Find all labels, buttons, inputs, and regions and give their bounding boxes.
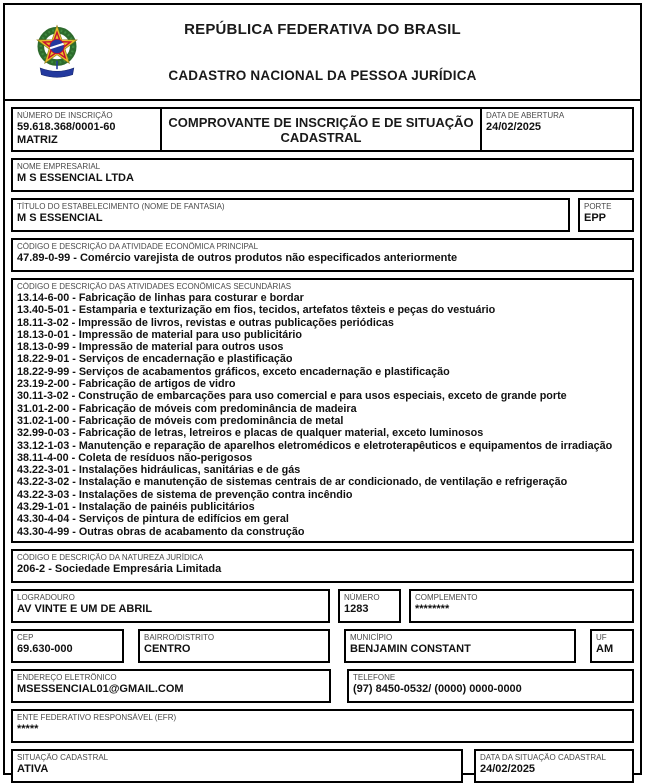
cnpj-certificate-page [3,3,642,775]
secondary-activities-list [17,292,628,538]
secondary-activity-line: 18.13-0-01 - Impressão de material para uso publicitário [17,328,303,341]
contact-row [11,669,634,703]
company-name-label: NOME EMPRESARIAL [17,162,101,171]
phone-box [347,669,634,703]
main-activity-label: CÓDIGO E DESCRIÇÃO DA ATIVIDADE ECONÔMICA PRINCIPAL [17,242,259,251]
company-name-row [11,158,634,192]
inscription-number-value: 59.618.368/0001-60 [17,121,116,133]
street-box [11,589,330,623]
brazil-coat-of-arms-icon [27,17,87,83]
main-activity-value: 47.89-0-99 - Comércio varejista de outros produtos não especificados anteriormente [17,252,458,264]
certificate-title-line1: COMPROVANTE DE INSCRIÇÃO E DE SITUAÇÃO [168,114,474,130]
municipality-box [344,629,576,663]
efr-row [11,709,634,743]
opening-date-value: 24/02/2025 [486,121,542,133]
trade-name-row [11,198,634,232]
legal-nature-value: 206-2 - Sociedade Empresária Limitada [17,562,222,575]
secondary-activity-line: 43.30-4-99 - Outras obras de acabamento da construção [17,525,305,538]
registration-status-label: SITUAÇÃO CADASTRAL [17,752,109,762]
secondary-activity-line: 13.40-5-01 - Estamparia e texturização em fios, tecidos, artefatos têxteis e peças do vestuário [17,304,496,317]
secondary-activities-box [11,278,634,543]
secondary-activity-line: 32.99-0-03 - Fabricação de letras, letreiros e placas de qualquer material, exceto luminosos [17,427,484,440]
secondary-activities-label: CÓDIGO E DESCRIÇÃO DAS ATIVIDADES ECONÔMICAS SECUNDÁRIAS [17,282,292,291]
street-number-box [338,589,401,623]
certificate-title-line2: CADASTRAL [280,129,362,145]
registration-status-value: ATIVA [17,762,49,775]
efr-box [11,709,634,743]
secondary-activity-line: 43.22-3-02 - Instalação e manutenção de sistemas centrais de ar condicionado, de ventilação e refrigeração [17,476,568,489]
inscription-number-label: NÚMERO DE INSCRIÇÃO [17,111,113,120]
company-name-value: M S ESSENCIAL LTDA [17,172,134,184]
secondary-activity-line: 43.30-4-04 - Serviços de pintura de edifícios em geral [17,513,289,526]
phone-value: (97) 8450-0532/ (0000) 0000-0000 [353,682,522,695]
secondary-activity-line: 31.02-1-00 - Fabricação de móveis com predominância de metal [17,414,344,427]
certificate-title [168,115,473,145]
street-value: AV VINTE E UM DE ABRIL [17,602,153,615]
street-label: LOGRADOURO [17,592,75,602]
postal-code-value: 69.630-000 [17,642,73,655]
document-header [5,5,640,101]
municipality-value: BENJAMIN CONSTANT [350,642,471,655]
secondary-activity-line: 43.22-3-01 - Instalações hidráulicas, sanitárias e de gás [17,464,301,477]
inscription-row [11,107,634,152]
company-size-label: PORTE [584,202,612,211]
street-number-label: NÚMERO [344,592,380,602]
district-box [138,629,330,663]
company-name-box [11,158,634,192]
legal-nature-row [11,549,634,583]
address-complement-value: ******** [415,602,450,615]
street-row [11,589,634,623]
document-body [5,101,640,783]
main-activity-row [11,238,634,272]
secondary-activity-line: 23.19-2-00 - Fabricação de artigos de vidro [17,378,236,391]
secondary-activity-line: 33.12-1-03 - Manutenção e reparação de aparelhos eletromédicos e eletroterapêuticos e equipamentos de irradiação [17,439,613,452]
registry-title: CADASTRO NACIONAL DA PESSOA JURÍDICA [168,68,477,83]
state-box [590,629,634,663]
legal-nature-box [11,549,634,583]
secondary-activity-line: 43.22-3-03 - Instalações de sistema de prevenção contra incêndio [17,488,353,501]
trade-name-box [11,198,570,232]
legal-nature-label: CÓDIGO E DESCRIÇÃO DA NATUREZA JURÍDICA [17,552,204,562]
district-value: CENTRO [144,642,191,655]
email-box [11,669,331,703]
status-date-label: DATA DA SITUAÇÃO CADASTRAL [480,752,606,762]
secondary-activity-line: 18.13-0-99 - Impressão de material para outros usos [17,341,284,354]
postal-code-label: CEP [17,632,34,642]
phone-label: TELEFONE [353,672,396,682]
status-date-value: 24/02/2025 [480,762,536,775]
efr-label: ENTE FEDERATIVO RESPONSÁVEL (EFR) [17,712,177,722]
company-size-box [578,198,634,232]
address-complement-box [409,589,634,623]
certificate-title-box [160,109,482,150]
secondary-activity-line: 18.11-3-02 - Impressão de livros, revistas e outras publicações periódicas [17,316,394,329]
main-activity-box [11,238,634,272]
opening-date-label: DATA DE ABERTURA [486,111,565,120]
secondary-activity-line: 38.11-4-00 - Coleta de resíduos não-perigosos [17,451,253,464]
inscription-type-value: MATRIZ [17,134,58,146]
secondary-activity-line: 18.22-9-01 - Serviços de encadernação e plastificação [17,353,293,366]
company-size-value: EPP [584,212,607,224]
trade-name-label: TÍTULO DO ESTABELECIMENTO (NOME DE FANTASIA) [17,202,225,211]
trade-name-value: M S ESSENCIAL [17,212,103,224]
secondary-activity-line: 18.22-9-99 - Serviços de acabamentos gráficos, exceto encadernação e plastificação [17,365,450,378]
address-complement-label: COMPLEMENTO [415,592,478,602]
location-row [11,629,634,663]
secondary-activity-line: 30.11-3-02 - Construção de embarcações para uso comercial e para usos especiais, exceto de grande porte [17,390,567,403]
secondary-activity-line: 31.01-2-00 - Fabricação de móveis com predominância de madeira [17,402,357,415]
district-label: BAIRRO/DISTRITO [144,632,215,642]
state-value: AM [596,642,614,655]
secondary-activity-line: 43.29-1-01 - Instalação de painéis publicitários [17,501,255,514]
email-value: MSESSENCIAL01@GMAIL.COM [17,682,184,695]
efr-value: ***** [17,722,39,735]
inscription-number-box [13,109,160,150]
opening-date-box [482,109,632,150]
street-number-value: 1283 [344,602,369,615]
republic-title: REPÚBLICA FEDERATIVA DO BRASIL [184,21,461,38]
email-label: ENDEREÇO ELETRÔNICO [17,672,117,682]
postal-code-box [11,629,124,663]
secondary-activity-line: 13.14-6-00 - Fabricação de linhas para costurar e bordar [17,292,304,304]
municipality-label: MUNICÍPIO [350,632,393,642]
state-label: UF [596,632,607,642]
secondary-activities-row [11,278,634,543]
